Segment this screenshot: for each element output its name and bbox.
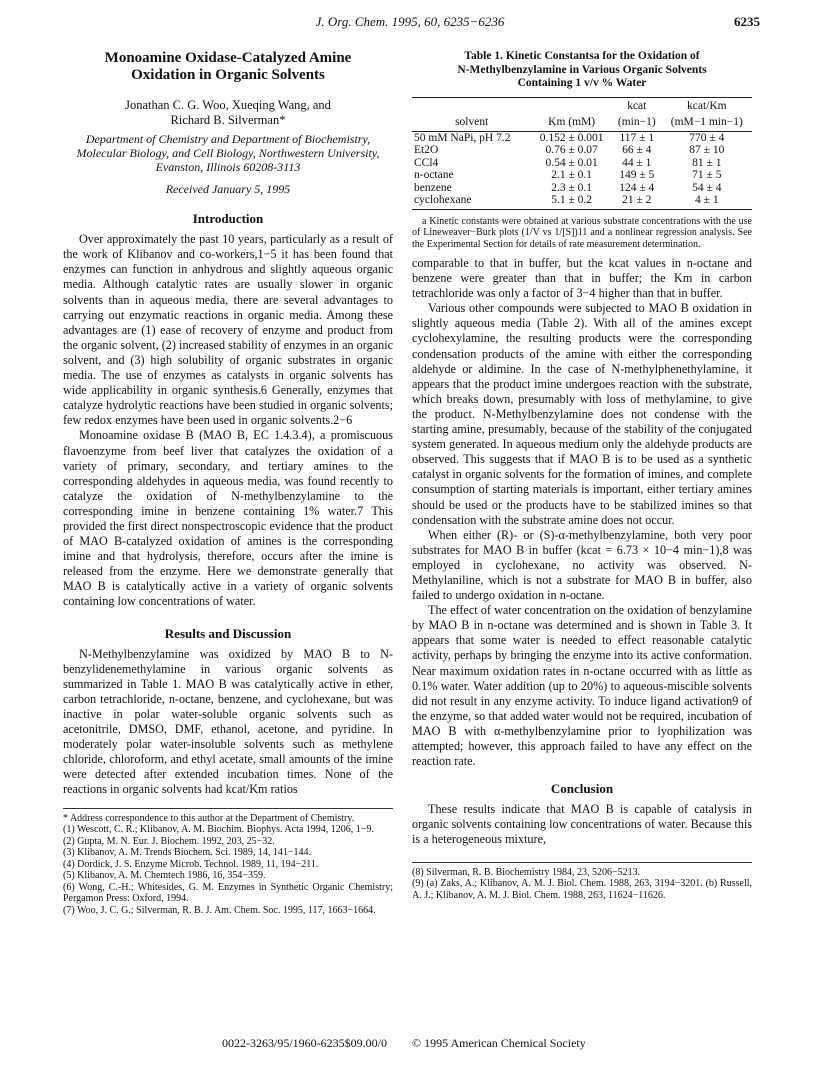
caption-line: Containing 1 v/v % Water	[517, 77, 647, 89]
table-cell: 0.152 ± 0.001	[539, 131, 604, 144]
copyright: © 1995 American Chemical Society	[412, 1036, 586, 1050]
table-cell: 44 ± 1	[622, 156, 652, 169]
footnote: (5) Klibanov, A. M. Chemtech 1986, 16, 354−359.	[63, 870, 266, 882]
authors	[63, 98, 393, 128]
table-cell: 2.3 ± 0.1	[551, 181, 593, 194]
section-heading-conclusion: Conclusion	[550, 781, 614, 797]
table-cell: 87 ± 10	[689, 144, 725, 156]
footnote: (6) Wong, C.-H.; Whitesides, G. M. Enzymes in Synthetic Organic Chemistry; Pergamon Press: Oxford, 1994.	[63, 881, 393, 905]
table-header: (min−1)	[612, 114, 662, 131]
table-cell: 21 ± 2	[612, 194, 662, 209]
footnote: (8) Silverman, R. B. Biochemistry 1984, 23, 5206−5213.	[412, 866, 641, 878]
table-cell: 0.76 ± 0.07	[545, 144, 598, 156]
table-header	[531, 97, 612, 114]
table-cell: CCl4	[414, 156, 439, 169]
footnote: (7) Woo, J. C. G.; Silverman, R. B. J. Am. Chem. Soc. 1995, 117, 1663−1664.	[63, 904, 376, 916]
kinetics-table	[412, 97, 752, 210]
journal-citation: J. Org. Chem. 1995, 60, 6235−6236	[315, 14, 505, 29]
paragraph: comparable to that in buffer, but the kcat values in n-octane and benzene were greater than that in buffer; the Km in carbon tetrachloride was only a factor of 3−4 higher than that in buffer.	[412, 256, 752, 301]
footnotes	[63, 808, 393, 917]
table-header: solvent	[412, 114, 531, 131]
table-header	[412, 97, 531, 114]
paragraph: When either (R)- or (S)-α-methylbenzylamine, both very poor substrates for MAO B in buffer (kcat = 6.73 × 10−4 min−1),8 was employed in cyclohexane, no activity was observed. N-Methylaniline, which is not a substrate for MAO B in buffer, also failed to undergo oxidation in n-octane.	[412, 527, 752, 603]
table-header: Km (mM)	[531, 114, 612, 131]
table-cell: 2.1 ± 0.1	[551, 169, 593, 181]
footnote: * Address correspondence to this author at the Department of Chemistry.	[63, 812, 355, 824]
table-header: kcat	[612, 97, 662, 114]
paragraph: The effect of water concentration on the oxidation of benzylamine by MAO B in n-octane was determined and is shown in Table 3. It appears that some water is needed to effect reasonable catalytic activity, perhaps by bringing the enzyme into its active conformation. Near maximum oxidation rates in n-octane occurred with as little as 0.1% water. Water addition (up to 20%) to aqueous-miscible solvents did not result in any enzyme activity. To induce ligand activation9 of the enzyme, so that added water would not be required, incubation of MAO B with α-methylbenzylamine prior to lyophilization was attempted; however, this approach failed to have any effect on the reaction rate.	[412, 603, 752, 769]
footnote: (3) Klibanov, A. M. Trends Biochem. Sci. 1989, 14, 141−144.	[63, 847, 312, 859]
paragraph: Monoamine oxidase B (MAO B, EC 1.4.3.4), a promiscuous flavoenzyme from beef liver that catalyzes the oxidation of a variety of primary, secondary, and tertiary amines to the corresponding aldehydes in aqueous media, was found recently to catalyze the oxidation of N-methylbenzylamine to the corresponding imine in benzene containing 1% water.7 This provided the first direct nonspectroscopic evidence that the product of MAO B-catalyzed oxidation of amines is the corresponding imine and that hydrolysis, therefore, occurs after the imine is released from the enzyme. Here we demonstrate generally that MAO B is catalytically active in a variety of organic solvents containing low concentrations of water.	[63, 428, 393, 609]
table-cell: 54 ± 4	[692, 181, 722, 194]
table-header: kcat/Km	[662, 97, 752, 114]
right-column	[412, 46, 752, 901]
table-cell: 66 ± 4	[622, 144, 652, 156]
table-row	[412, 194, 752, 209]
table-cell: 0.54 ± 0.01	[545, 156, 598, 169]
footnote: (1) Wescott, C. R.; Klibanov, A. M. Biochim. Biophys. Acta 1994, 1206, 1−9.	[63, 824, 374, 836]
article-code: 0022-3263/95/1960-6235$09.00/0	[222, 1036, 387, 1050]
page-header	[0, 14, 820, 34]
footnote: (9) (a) Zaks, A.; Klibanov, A. M. J. Biol. Chem. 1988, 263, 3194−3201. (b) Russell, A. J.; Klibanov, A. M. J. Biol. Chem. 1988, 263, 11624−11626.	[412, 878, 752, 901]
table-cell: 50 mM NaPi, pH 7.2	[414, 131, 511, 144]
table-cell: benzene	[414, 181, 452, 194]
affiliation: Department of Chemistry and Department of Biochemistry, Molecular Biology, and Cell Biology, Northwestern University, Evanston, Illinois 60208-3113	[76, 132, 380, 174]
table-cell: 81 ± 1	[692, 156, 722, 169]
footnote: (2) Gupta, M. N. Eur. J. Biochem. 1992, 203, 25−32.	[63, 835, 275, 847]
table-cell: cyclohexane	[412, 194, 531, 209]
table-row	[412, 182, 752, 195]
page-number: 6235	[734, 14, 760, 29]
table-cell: 149 ± 5	[619, 169, 655, 181]
paper-title: Monoamine Oxidase-Catalyzed Amine Oxidation in Organic Solvents	[104, 50, 352, 83]
footnote: (4) Dordick, J. S. Enzyme Microb. Technol. 1989, 11, 194−211.	[63, 858, 319, 870]
caption-line: Table 1. Kinetic Constantsa for the Oxidation of	[464, 50, 700, 62]
table-cell: 5.1 ± 0.2	[531, 194, 612, 209]
table-row	[412, 169, 752, 182]
table-cell: 117 ± 1	[619, 131, 655, 144]
author-line: Jonathan C. G. Woo, Xueqing Wang, and	[125, 98, 331, 112]
table-cell: n-octane	[414, 169, 454, 181]
table-row	[412, 144, 752, 157]
paragraph: N-Methylbenzylamine was oxidized by MAO B to N-benzylidenemethylamine in various organic solvents as summarized in Table 1. MAO B was catalytically active in ether, carbon tetrachloride, n-octane, benzene, and cyclohexane, but was inactive in polar water-soluble organic solvents such as acetonitrile, DMSO, DMF, ethanol, acetone, and pyridine. In moderately polar water-insoluble solvents such as methylene chloride, chloroform, and ethyl acetate, small amounts of the imine were detected after extended incubation times. None of the reactions in organic solvents had kcat/Km ratios	[63, 646, 393, 797]
author-line: Richard B. Silverman*	[170, 113, 286, 127]
paragraph: Various other compounds were subjected to MAO B oxidation in slightly aqueous media (Table 2). With all of the amines except cyclohexylamine, the resulting products were the corresponding condensation products of the amine with either the corresponding aldehyde or aldimine. In the case of N-methylphenethylamine, it appears that the product imine undergoes reaction with the substrate, which breaks down, presumably with loss of methylamine, to give the product. N-Methylbenzylamine does not condense with the starting amine, presumably, because of the stability of the conjugated system generated. In aqueous medium only the aldehyde products are observed. This suggests that if MAO B is to be used as a synthetic catalyst in organic solvents for the formation of imines, and complete consumption of starting materials is important, either tertiary amines should be used or the products have to be stabilized imines so that condensation with the substrate amine does not occur.	[412, 301, 752, 527]
table-row	[412, 131, 752, 144]
table-row	[412, 157, 752, 170]
table-cell: 4 ± 1	[662, 194, 752, 209]
section-heading-results: Results and Discussion	[164, 625, 292, 641]
paragraph: Over approximately the past 10 years, particularly as a result of the work of Klibanov and co-workers,1−5 it has been found that enzymes can function in anhydrous and slightly aqueous organic media. Although catalytic rates are usually slower in organic solvents than in aqueous media, there are several advantages to carrying out enzymatic reactions in organic media. Among these advantages are (1) ease of recovery of enzyme and product from the organic solvent, (2) increased stability of enzymes in an organic solvent, and (3) high solubility of organic substrates in organic media. The use of enzymes as catalysts in organic solvents has wide applicability in organic synthesis.6 Generally, enzymes that catalyze hydrolytic reactions have been studied in organic solvents; few redox enzymes have been used in organic solvents.2−6	[63, 232, 393, 428]
received-date: Received January 5, 1995	[165, 182, 291, 196]
footnotes	[412, 862, 752, 902]
caption-line: N-Methylbenzylamine in Various Organic Solvents	[457, 63, 707, 76]
table-cell: 770 ± 4	[689, 131, 725, 144]
paragraph: These results indicate that MAO B is capable of catalysis in organic solvents containing low concentrations of water. Because this is a heterogeneous mixture,	[412, 802, 752, 847]
section-heading-introduction: Introduction	[192, 211, 264, 227]
table-cell: 71 ± 5	[692, 169, 722, 181]
table-cell: Et2O	[414, 144, 439, 156]
table-header: (mM−1 min−1)	[662, 114, 752, 131]
left-column	[63, 46, 393, 916]
table-caption	[412, 50, 752, 91]
table-cell: 124 ± 4	[619, 181, 655, 194]
table-footnote: a Kinetic constants were obtained at various substrate concentrations with the use of Lineweaver−Burk plots (1/V vs 1/[S])11 and a nonlinear regression analysis. See the Experimental Section for details of rate measurement determination.	[412, 215, 752, 250]
